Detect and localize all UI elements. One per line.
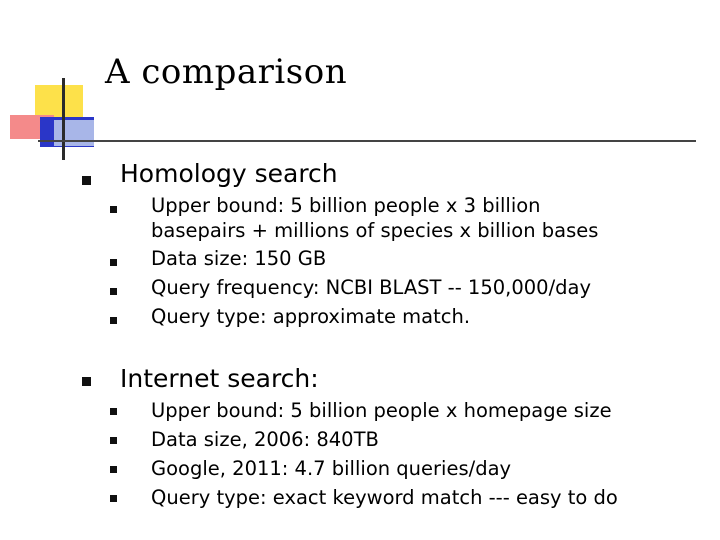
bullet-square-icon bbox=[82, 176, 91, 185]
title-underline bbox=[38, 140, 696, 142]
list-item: Data size, 2006: 840TB bbox=[151, 428, 379, 451]
slide-title: A comparison bbox=[105, 52, 348, 92]
section-heading-internet: Internet search: bbox=[120, 364, 319, 393]
list-item: Upper bound: 5 billion people x 3 billion bbox=[151, 194, 541, 217]
list-item: Data size: 150 GB bbox=[151, 247, 327, 270]
bullet-square-icon bbox=[110, 408, 117, 415]
bullet-square-icon bbox=[110, 288, 117, 295]
list-item: Query frequency: NCBI BLAST -- 150,000/day bbox=[151, 276, 592, 299]
bullet-square-icon bbox=[110, 495, 117, 502]
bullet-square-icon bbox=[110, 259, 117, 266]
bullet-square-icon bbox=[110, 317, 117, 324]
decor-vertical-line bbox=[62, 78, 65, 160]
bullet-square-icon bbox=[110, 206, 117, 213]
list-item: Query type: approximate match. bbox=[151, 305, 471, 328]
bullet-square-icon bbox=[82, 377, 91, 386]
section-heading-homology: Homology search bbox=[120, 159, 338, 188]
list-item-continuation: basepairs + millions of species x billion bases bbox=[151, 219, 599, 242]
list-item: Upper bound: 5 billion people x homepage size bbox=[151, 399, 612, 422]
list-item: Google, 2011: 4.7 billion queries/day bbox=[151, 457, 512, 480]
bullet-square-icon bbox=[110, 466, 117, 473]
list-item: Query type: exact keyword match --- easy to do bbox=[151, 486, 618, 509]
decor-square-light-blue bbox=[54, 120, 94, 146]
bullet-square-icon bbox=[110, 437, 117, 444]
